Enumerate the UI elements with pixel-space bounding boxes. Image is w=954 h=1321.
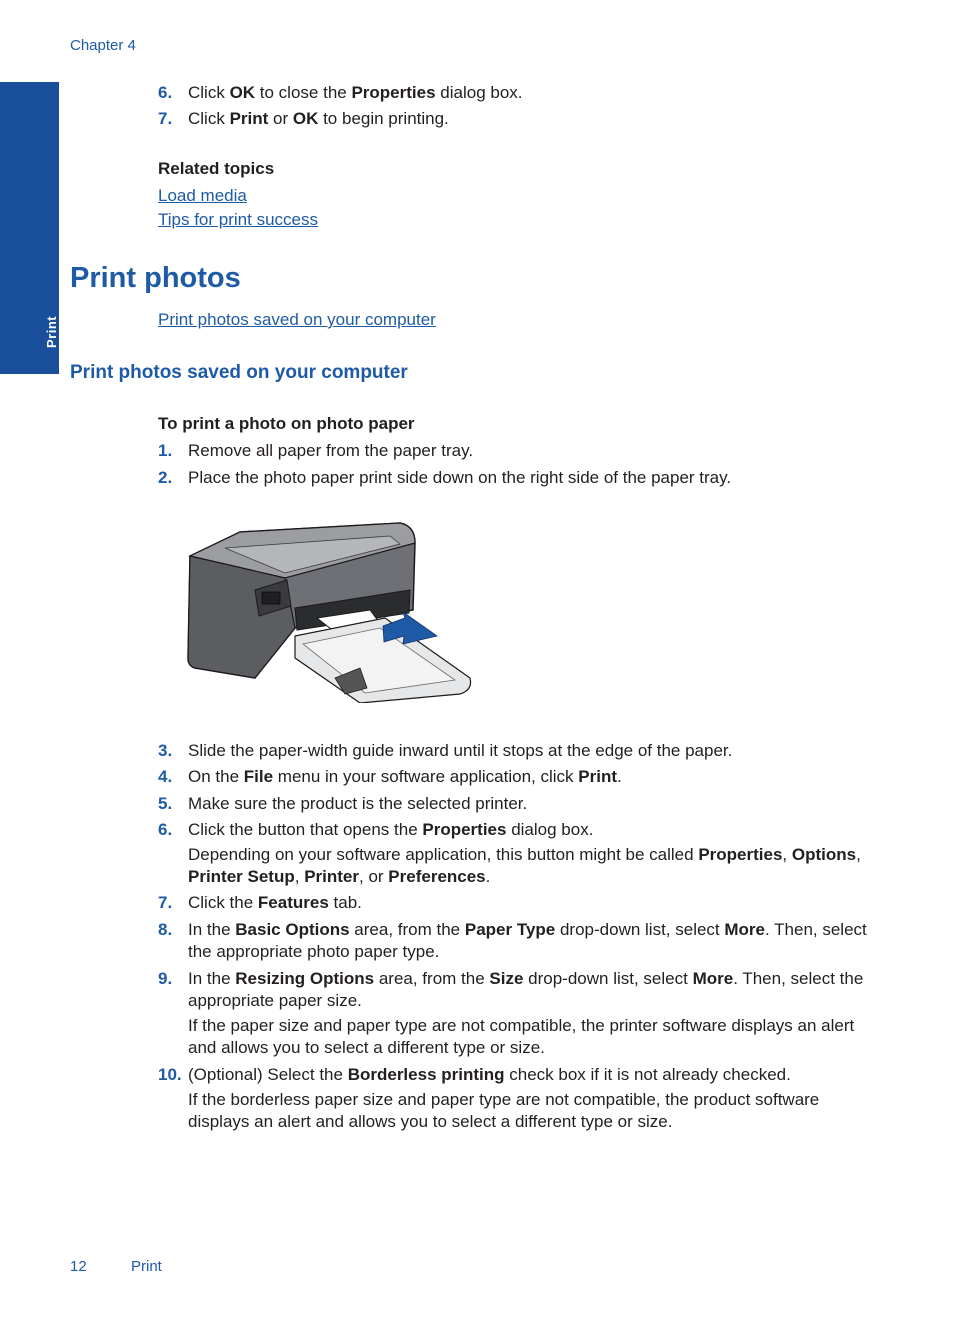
procedure-title: To print a photo on photo paper [158,414,415,433]
step-text: Click Print or OK to begin printing. [188,109,449,128]
printer-illustration [185,518,475,703]
step-text: On the File menu in your software application, click Print. [188,767,622,786]
step-number: 6. [158,820,173,839]
subsection-title: Print photos saved on your computer [70,362,408,383]
side-tab-label: Print [44,315,59,348]
step-text: In the Basic Options area, from the Paper Type drop-down list, select More. Then, select the appropriate photo paper type. [188,920,867,961]
step-note: If the borderless paper size and paper type are not compatible, the product software displays an alert and allows you to select a different type or size. [188,1090,820,1131]
page-number: 12 [70,1258,87,1275]
section-title: Print photos [70,262,241,294]
step-number: 7. [158,893,173,912]
step-text: Click the button that opens the Properties dialog box. Depending on your software application, this button might be called Properties, Options, Printer Setup, Printer, or Preferences. [188,819,868,888]
step-text: Place the photo paper print side down on the right side of the paper tray. [188,468,732,487]
footer-section: Print [131,1258,162,1275]
step-number: 6. [158,83,173,102]
related-topics-title: Related topics [158,159,275,178]
step-note: If the paper size and paper type are not compatible, the printer software displays an alert and allows you to select a different type or size. [188,1016,855,1057]
load-media-link[interactable]: Load media [158,186,247,205]
print-photos-saved-link[interactable]: Print photos saved on your computer [158,310,436,329]
step-text: Click OK to close the Properties dialog box. [188,83,523,102]
step-text: Make sure the product is the selected printer. [188,794,528,813]
step-text: Click the Features tab. [188,893,362,912]
step-number: 8. [158,920,173,939]
chapter-header: Chapter 4 [70,37,136,54]
step-number: 9. [158,969,173,988]
step-number: 3. [158,741,173,760]
step-note: Depending on your software application, this button might be called Properties, Options, Printer Setup, Printer, or Preferences. [188,845,861,886]
tips-print-success-link[interactable]: Tips for print success [158,210,318,229]
step-text: In the Resizing Options area, from the Size drop-down list, select More. Then, select the appropriate paper size. If the paper size and paper type are not compatible, the printer software displays an alert and allows you to select a different type or size. [188,968,868,1059]
step-number: 2. [158,468,173,487]
step-number: 10. [158,1065,182,1084]
step-text: Slide the paper-width guide inward until it stops at the edge of the paper. [188,741,733,760]
step-number: 5. [158,794,173,813]
step-number: 7. [158,109,173,128]
step-text: Remove all paper from the paper tray. [188,441,474,460]
step-number: 1. [158,441,173,460]
step-number: 4. [158,767,173,786]
step-text: (Optional) Select the Borderless printing check box if it is not already checked. If the borderless paper size and paper type are not compatible, the product software displays an alert and allows you to select a different type or size. [188,1064,868,1133]
